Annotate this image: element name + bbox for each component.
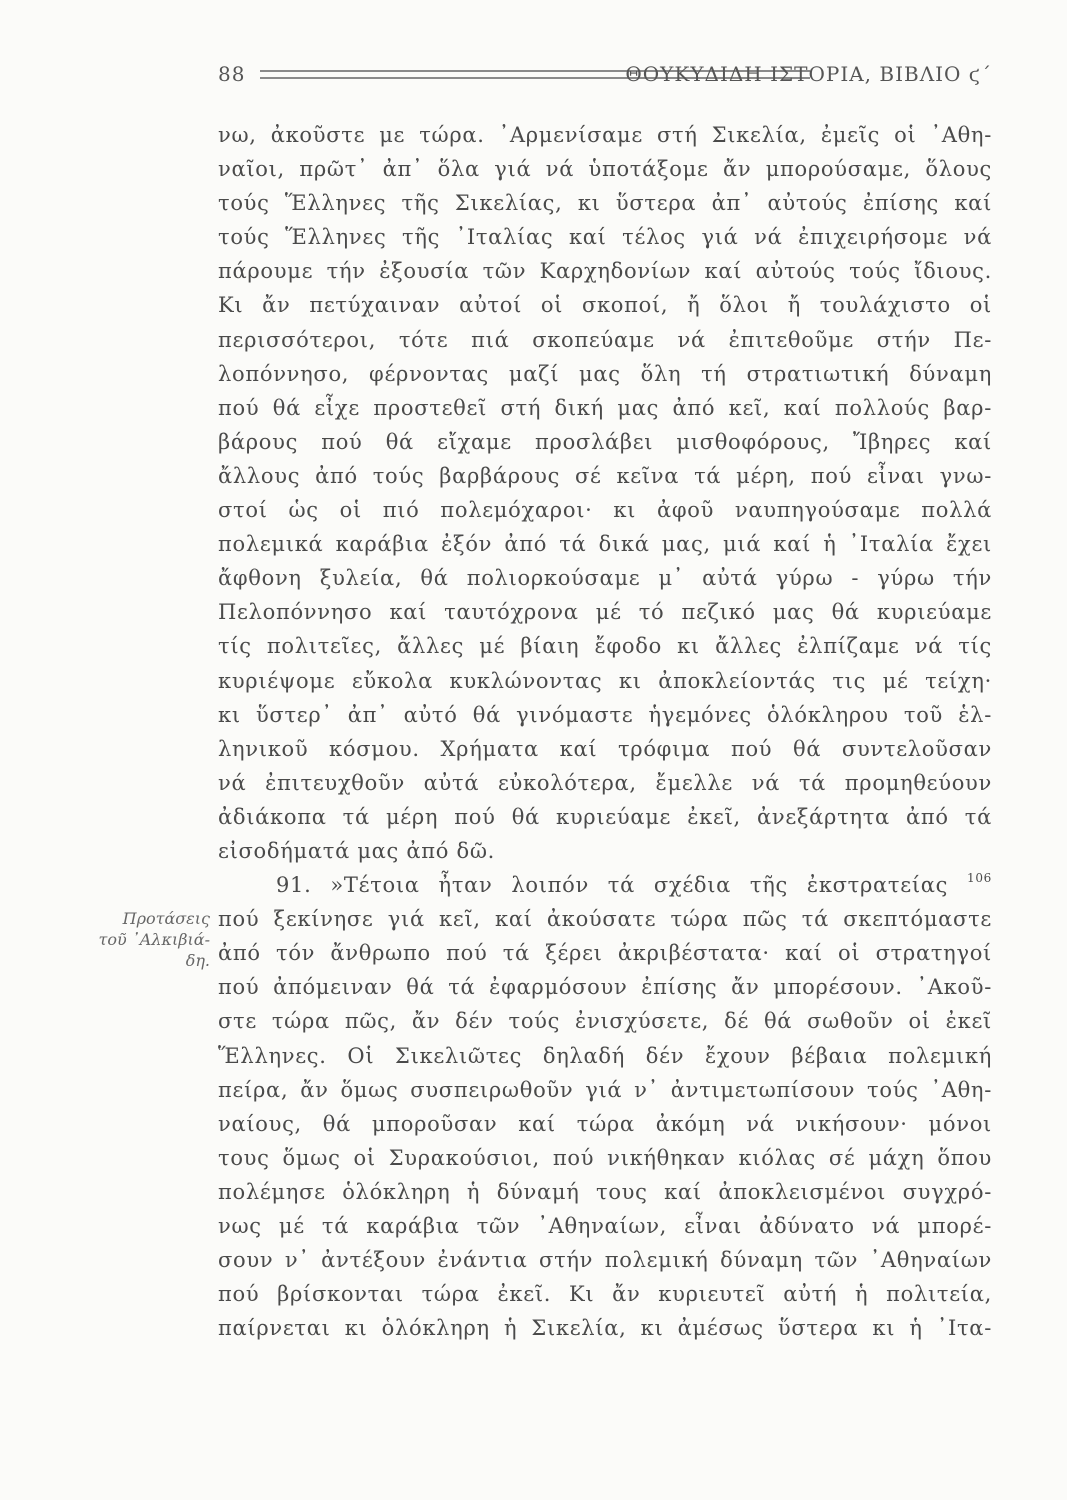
margin-note-line: δη.	[185, 951, 210, 970]
text-line: πείρα, ἄν ὅμως συσπειρωθοῦν γιά ν᾿ ἀντιμετωπίσουν τούς ᾿Αθη-	[218, 1077, 992, 1102]
text-line: στοί ὡς οἱ πιό πολεμόχαροι· κι ἀφοῦ ναυπηγούσαμε πολλά	[218, 498, 992, 523]
text-line: τούς Ἕλληνες τῆς ᾿Ιταλίας καί τέλος γιά νά ἐπιχειρήσομε νά	[218, 225, 992, 250]
text-line: περισσότεροι, τότε πιά σκοπεύαμε νά ἐπιτεθοῦμε στήν Πε-	[218, 327, 992, 352]
text-line: πού θά εἶχε προστεθεῖ στή δική μας ἀπό κεῖ, καί πολλούς βαρ-	[218, 395, 992, 420]
text-line: πού βρίσκονται τώρα ἐκεῖ. Κι ἄν κυριευτεῖ αὐτή ἡ πολιτεία,	[218, 1282, 992, 1307]
footnote-ref: 106	[966, 871, 992, 886]
text-line: ληνικοῦ κόσμου. Χρήματα καί τρόφιμα πού θά συντελοῦσαν	[218, 736, 992, 761]
page-header	[218, 58, 992, 92]
text-line: πολεμικά καράβια ἐξόν ἀπό τά δικά μας, μιά καί ἡ ᾿Ιταλία ἔχει	[218, 532, 992, 557]
text-line: πού ξεκίνησε γιά κεῖ, καί ἀκούσατε τώρα πῶς τά σκεπτόμαστε	[218, 907, 992, 932]
running-title: ΘΟΥΚΥΔΙΔΗ ΙΣΤΟΡΙΑ, ΒΙΒΛΙΟ ϛ΄	[625, 62, 992, 86]
margin-note-line: τοῦ ᾿Αλκιβιά-	[98, 930, 210, 949]
text-line: ναῖοι, πρῶτ᾿ ἀπ᾿ ὅλα γιά νά ὑποτάξομε ἄν μπορούσαμε, ὅλους	[218, 157, 992, 182]
body-text	[218, 118, 992, 1345]
text-line: Πελοπόννησο καί ταυτόχρονα μέ τό πεζικό μας θά κυριεύαμε	[218, 600, 992, 625]
text-line: νως μέ τά καράβια τῶν ᾿Αθηναίων, εἶναι ἀδύνατο νά μπορέ-	[218, 1214, 992, 1238]
text-line: κυριέψομε εὔκολα κυκλώνοντας κι ἀποκλείοντάς τις μέ τείχη·	[218, 668, 992, 693]
margin-note	[70, 908, 210, 971]
text-line: στε τώρα πῶς, ἄν δέν τούς ἐνισχύσετε, δέ θά σωθοῦν οἱ ἐκεῖ	[218, 1009, 992, 1034]
text-line: 91. »Τέτοια ἦταν λοιπόν τά σχέδια τῆς ἐκστρατείας	[276, 873, 949, 898]
text-line: ἀδιάκοπα τά μέρη πού θά κυριεύαμε ἐκεῖ, ἀνεξάρτητα ἀπό τά	[218, 804, 992, 829]
text-line: τους ὅμως οἱ Συρακούσιοι, πού νικήθηκαν κιόλας σέ μάχη ὅπου	[218, 1145, 992, 1170]
text-line: ναίους, θά μποροῦσαν καί τώρα ἀκόμη νά νικήσουν· μόνοι	[218, 1111, 992, 1136]
margin-note-line: Προτάσεις	[122, 909, 210, 928]
text-line: νά ἐπιτευχθοῦν αὐτά εὐκολότερα, ἔμελλε νά τά προμηθεύουν	[218, 770, 992, 795]
text-line: τίς πολιτεῖες, ἄλλες μέ βίαιη ἔφοδο κι ἄλλες ἐλπίζαμε νά τίς	[218, 634, 992, 659]
text-line: σουν ν᾿ ἀντέξουν ἐνάντια στήν πολεμική δύναμη τῶν ᾿Αθηναίων	[218, 1248, 992, 1273]
text-line: ἄφθονη ξυλεία, θά πολιορκούσαμε μ᾿ αὐτά γύρω - γύρω τήν	[218, 566, 992, 591]
text-line: βάρους πού θά εἴχαμε προσλάβει μισθοφόρους, Ἴβηρες καί	[218, 429, 992, 454]
text-line: Κι ἄν πετύχαιναν αὐτοί οἱ σκοποί, ἤ ὅλοι ἤ τουλάχιστο οἱ	[218, 293, 992, 318]
text-line: πολέμησε ὁλόκληρη ἡ δύναμή τους καί ἀποκλεισμένοι συγχρό-	[218, 1179, 992, 1204]
text-line: ἀπό τόν ἄνθρωπο πού τά ξέρει ἀκριβέστατα· καί οἱ στρατηγοί	[218, 941, 992, 966]
page-number: 88	[218, 62, 246, 86]
text-line: πού ἀπόμειναν θά τά ἐφαρμόσουν ἐπίσης ἄν μπορέσουν. ᾿Ακοῦ-	[218, 975, 992, 1000]
text-line: ἄλλους ἀπό τούς βαρβάρους σέ κεῖνα τά μέρη, πού εἶναι γνω-	[218, 463, 992, 488]
text-line: Ἕλληνες. Οἱ Σικελιῶτες δηλαδή δέν ἔχουν βέβαια πολεμική	[218, 1043, 992, 1068]
text-line: τούς Ἕλληνες τῆς Σικελίας, κι ὕστερα ἀπ᾿ αὐτούς ἐπίσης καί	[218, 191, 992, 216]
text-line: νω, ἀκοῦστε με τώρα. ᾿Αρμενίσαμε στή Σικελία, ἐμεῖς οἱ ᾿Αθη-	[218, 123, 992, 147]
text-line: πάρουμε τήν ἐξουσία τῶν Καρχηδονίων καί αὐτούς τούς ἴδιους.	[218, 259, 992, 284]
text-line: παίρνεται κι ὁλόκληρη ἡ Σικελία, κι ἀμέσως ὕστερα κι ἡ ᾿Ιτα-	[218, 1316, 992, 1341]
text-line: λοπόννησο, φέρνοντας μαζί μας ὅλη τή στρατιωτική δύναμη	[218, 361, 992, 386]
chapter-start-line	[218, 868, 992, 902]
text-line: εἰσοδήματά μας ἀπό δῶ.	[218, 838, 496, 863]
text-line: κι ὕστερ᾿ ἀπ᾿ αὐτό θά γινόμαστε ἡγεμόνες ὁλόκληρου τοῦ ἑλ-	[218, 702, 992, 727]
